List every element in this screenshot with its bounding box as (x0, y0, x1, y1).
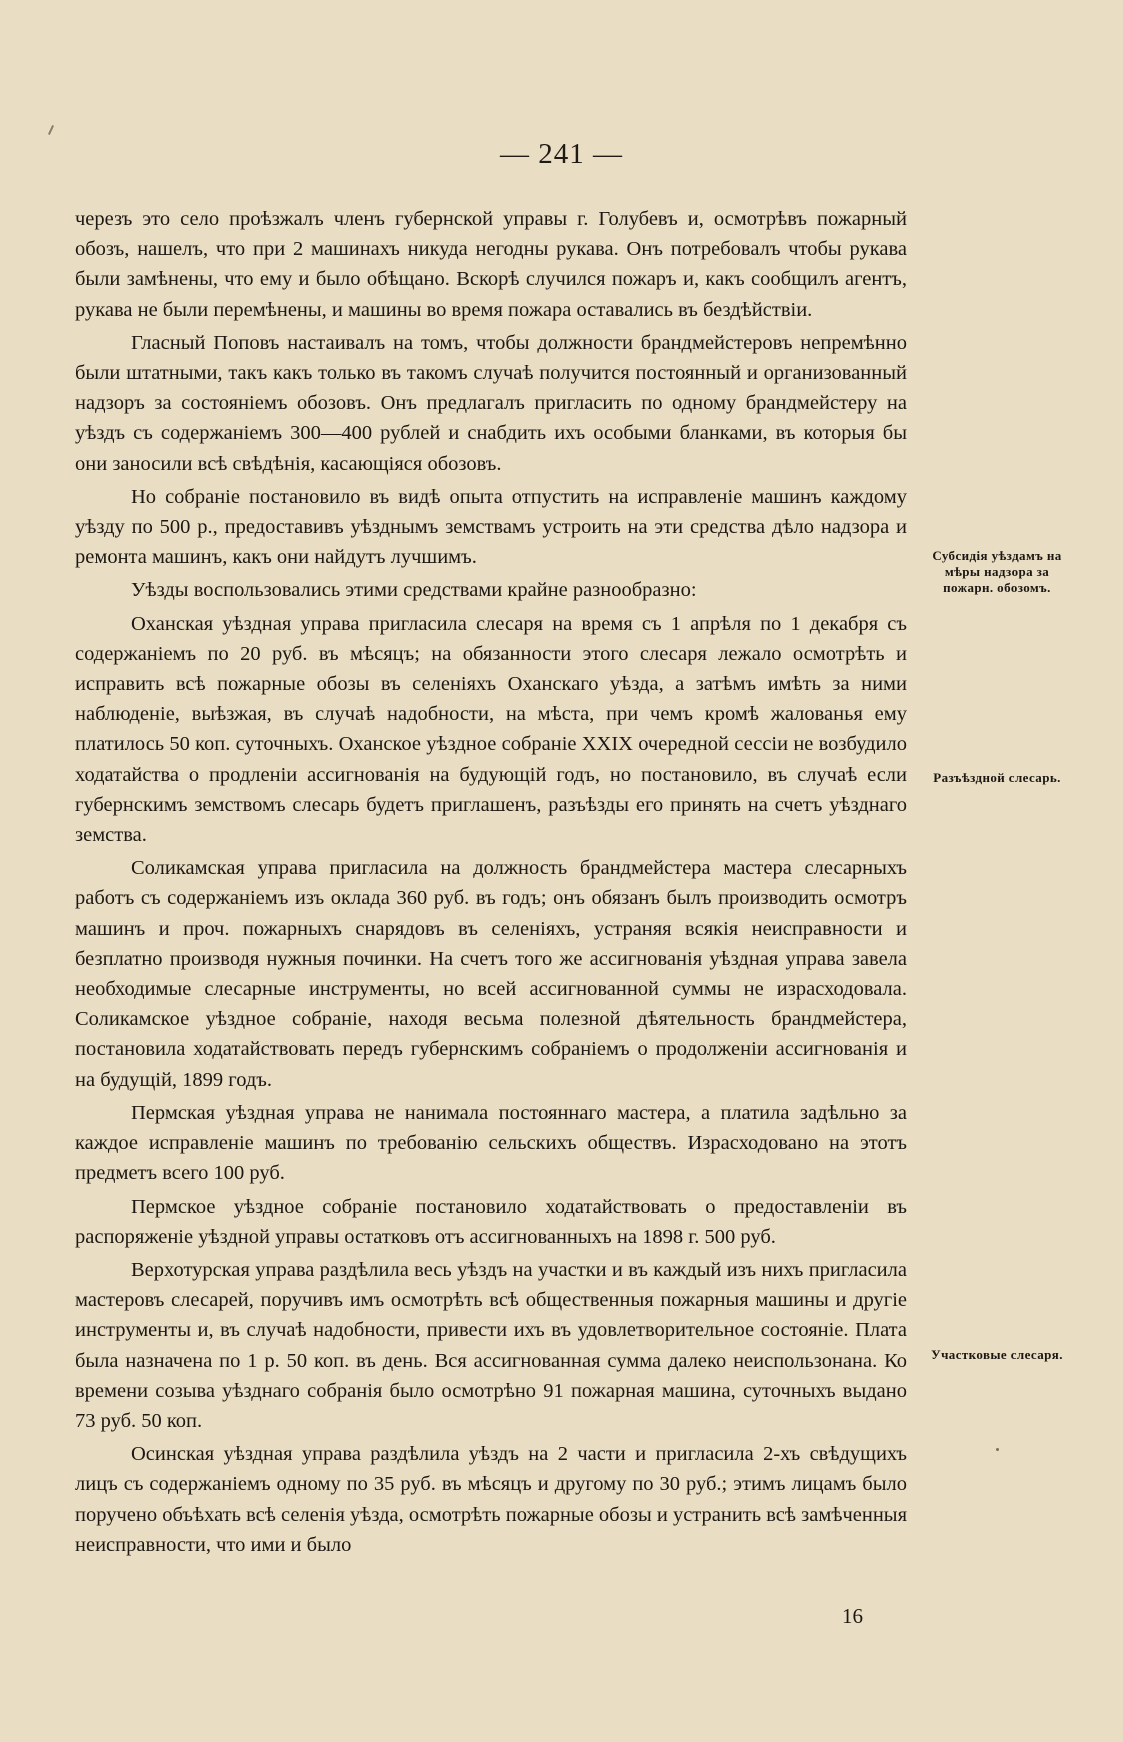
margin-note-subsidy: Субсидія уѣздамъ на мѣры надзора за пожарн. обозомъ. (932, 548, 1062, 595)
paragraph-1: черезъ это село проѣзжалъ членъ губернской управы г. Голубевъ и, осмотрѣвъ пожарный обозъ, нашелъ, что при 2 машинахъ никуда негодны рукава. Онъ потребовалъ чтобы рукава были замѣнены, что ему и было обѣщано. Вскорѣ случился пожаръ и, какъ сообщилъ агентъ, рукава не были перемѣнены, и машины во время пожара оставались въ бездѣйствіи. (75, 208, 907, 321)
printer-signature: 16 (842, 1604, 863, 1628)
paragraph-9: Верхотурская управа раздѣлила весь уѣздъ на участки и въ каждый изъ нихъ пригласила мастеровъ слесарей, поручивъ имъ осмотрѣть всѣ общественныя пожарныя машины и другіе инструменты и, въ случаѣ надобности, привести ихъ въ удовлетворительное состояніе. Плата была назначена по 1 р. 50 коп. въ день. Вся ассигнованная сумма далеко неиспользонана. Ко времени созыва уѣзднаго собранія было осмотрѣно 91 пожарная машина, суточныхъ выдано 73 руб. 50 коп. (75, 1258, 907, 1432)
paragraph-10: Осинская уѣздная управа раздѣлила уѣздъ на 2 части и пригласила 2-хъ свѣдущихъ лицъ съ содержаніемъ одному по 35 руб. въ мѣсяцъ и другому по 30 руб.; этимъ лицамъ было поручено объѣхать всѣ селенія уѣзда, осмотрѣть пожарные обозы и устранить всѣ замѣченныя неисправности, что ими и было (75, 1443, 907, 1556)
paragraph-4: Уѣзды воспользовались этими средствами крайне разнообразно: (131, 579, 697, 602)
paragraph-7: Пермская уѣздная управа не нанимала постояннаго мастера, а платила задѣльно за каждое исправленіе машинъ по требованію сельскихъ обществъ. Израсходовано на этотъ предметъ всего 100 руб. (75, 1101, 907, 1185)
paragraph-2: Гласный Поповъ настаивалъ на томъ, чтобы должности брандмейстеровъ непремѣнно были штатными, такъ какъ только въ такомъ случаѣ получится постоянный и организованный надзоръ за состояніемъ обозовъ. Онъ предлагалъ пригласить по одному брандмейстеру на уѣздъ съ содержаніемъ 300—400 рублей и снабдить ихъ особыми бланками, въ которыя бы они заносили всѣ свѣдѣнія, касающіяся обозовъ. (75, 331, 907, 475)
margin-note-district-locksmiths: Участковые слесаря. (931, 1347, 1063, 1362)
ink-dot (996, 1448, 999, 1451)
page-number: — 241 — (500, 138, 623, 170)
paragraph-5: Оханская уѣздная управа пригласила слесаря на время съ 1 апрѣля по 1 декабря съ содержаніемъ по 20 руб. въ мѣсяцъ; на обязанности этого слесаря лежало осмотрѣть и исправить всѣ пожарные обозы въ селеніяхъ Оханскаго уѣзда, а затѣмъ имѣть за ними наблюденіе, выѣзжая, въ случаѣ надобности, на мѣста, при чемъ кромѣ жалованья ему платилось 50 коп. суточныхъ. Оханское уѣздное собраніе XXIX очередной сессіи не возбудило ходатайства о продленіи ассигнованія на будующій годъ, но постановило, въ случаѣ если губернскимъ земствомъ слесарь будетъ приглашенъ, разъѣзды его принять на счетъ уѣзднаго земства. (75, 612, 907, 847)
paragraph-3: Но собраніе постановило въ видѣ опыта отпустить на исправленіе машинъ каждому уѣзду по 500 р., предоставивъ уѣзднымъ земствамъ устроить на эти средства дѣло надзора и ремонта машинъ, какъ они найдутъ лучшимъ. (75, 485, 907, 569)
paragraph-6: Соликамская управа пригласила на должность брандмейстера мастера слесарныхъ работъ съ содержаніемъ изъ оклада 360 руб. въ годъ; онъ обязанъ былъ производить осмотръ машинъ и проч. пожарныхъ снарядовъ въ селеніяхъ, устраняя всякія неисправности и безплатно производя нужныя починки. На счетъ того же ассигнованія уѣздная управа завела необходимые слесарные инструменты, но всей ассигнованной суммы не израсходовала. Соликамское уѣздное собраніе, находя весьма полезной дѣятельность брандмейстера, постановила ходатайствовать передъ губернскимъ собраніемъ о продолженіи ассигнованія и на будущій, 1899 годъ. (75, 857, 907, 1091)
pencil-mark (48, 125, 54, 135)
margin-note-traveling-locksmith: Разъѣздной слесарь. (933, 770, 1061, 785)
paragraph-8: Пермское уѣздное собраніе постановило ходатайствовать о предоставленіи въ распоряженіе уѣздной управы остатковъ отъ ассигнованныхъ на 1898 г. 500 руб. (75, 1195, 907, 1248)
main-text (75, 204, 907, 1563)
